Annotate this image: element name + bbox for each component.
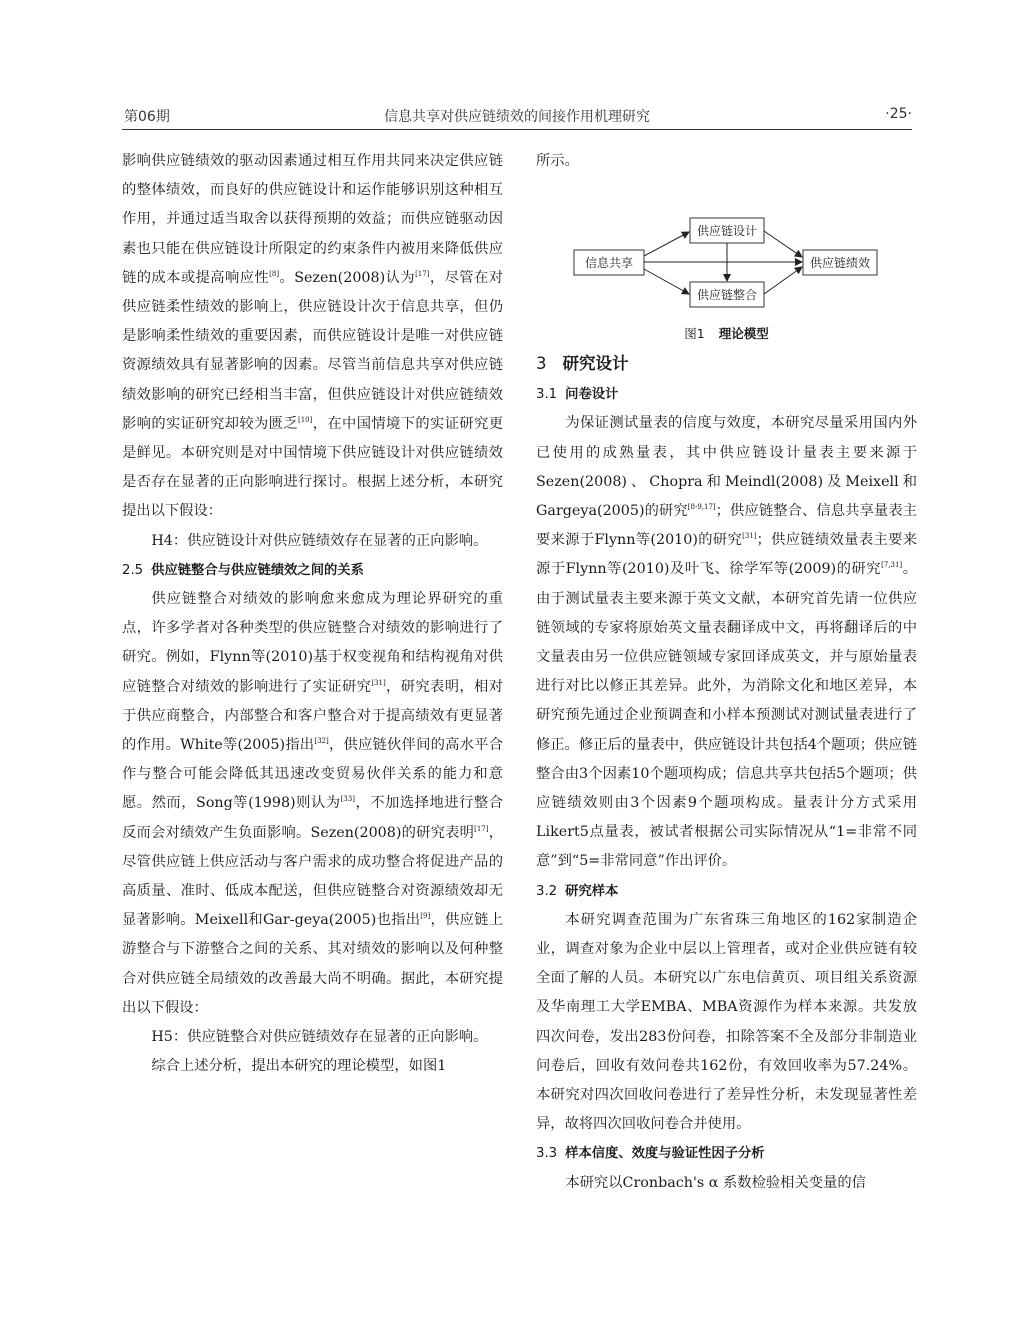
section-number: 3.1 [536,387,558,403]
citation: [33] [340,795,355,804]
issue-number: 第06期 [124,109,170,125]
text-span: ；供应链绩效量表主要来源于Flynn等(2010)及叶飞、徐学军等(2009)的研究 [536,532,918,578]
citation: [32] [314,737,329,746]
running-title: 信息共享对供应链绩效的间接作用机理研究 [384,109,650,125]
text-span: 影响供应链绩效的驱动因素通过相互作用共同来决定供应链的整体绩效，而良好的供应链设计和运作能够识别这种相互作用，并通过适当取舍以获得预期的效益；而供应链驱动因素也只能在供应链设计所限定的约束条件内被用来降低供应链的成本或提高响应性 [122,153,503,286]
right-column [536,147,917,1198]
arrow-integration-to-performance [764,267,802,294]
citation: [10] [297,415,313,424]
text-span: ，研究表明，相对于供应商整合，内部整合和客户整合对于提高绩效有更显著的作用。White等(2005)指出 [122,678,504,754]
citation: [9] [420,912,431,921]
arrow-info-to-integration [644,269,689,294]
paragraph: 综合上述分析，提出本研究的理论模型，如图1 [151,1058,447,1075]
section-number: 3 [536,354,547,374]
text-span: ，在中国情境下的实证研究更是鲜见。本研究则是对中国情境下供应链设计对供应链绩效是否存在显著的正向影响进行探讨。根据上述分析，本研究提出以下假设： [122,415,504,520]
citation: [17] [415,269,430,278]
text-span: ，供应链上游整合与下游整合之间的关系、其对绩效的影响以及何种整合对供应链全局绩效的改善最大尚不明确。据此，本研究提出以下假设： [122,912,504,1016]
paragraph: 本研究调查范围为广东省珠三角地区的162家制造企业，调查对象为企业中层以上管理者，或对企业供应链有较全面了解的人员。本研究以广东电信黄页、项目组关系资源及华南理工大学EMBA、MBA资源作为样本来源。共发放四次问卷，发出283份问卷，扣除答案不全及部分非制造业问卷后，回收有效问卷共162份，有效回收率为57.24%。本研究对四次回收问卷进行了差异性分析，未发现显著性差异，故将四次回收问卷合并使用。 [536,911,917,1133]
section-number: 3.2 [536,883,558,899]
paragraph [536,409,917,876]
paragraph: 所示。 [536,153,579,169]
citation: [7,31] [881,561,903,570]
section-title: 供应链整合与供应链绩效之间的关系 [151,562,364,578]
arrow-design-to-performance [764,231,802,257]
section-number: 2.5 [122,562,144,578]
text-span: 。由于测试量表主要来源于英文文献，本研究首先请一位供应链领域的专家将原始英文量表翻译成中文，再将翻译后的中文量表由另一位供应链领域专家回译成英文，并与原始量表进行对比以修正其差异。此外，为消除文化和地区差异，本研究预先通过企业预调查和小样本预测试对测试量表进行了修正。修正后的量表中，供应链设计共包括4个题项；供应链整合由3个因素10个题项构成；信息共享共包括5个题项；供应链绩效则由3个因素9个题项构成。量表计分方式采用Likert5点量表，被试者根据公司实际情况从“1=非常不同意”到“5=非常同意”作出评价。 [536,561,917,870]
box-sc-performance-label: 供应链绩效 [809,256,871,271]
hypothesis-h4: H4：供应链设计对供应链绩效存在显著的正向影响。 [151,532,488,549]
box-sc-design-label: 供应链设计 [696,224,758,239]
page-number: ·25· [885,106,912,122]
text-span: ，供应链伙伴间的高水平合作与整合可能会降低其迅速改变贸易伙伴关系的能力和意愿。然而，Song等(1998)则认为 [122,737,503,812]
section-title: 研究设计 [562,354,629,374]
citation: [31] [371,678,386,687]
figure-title: 理论模型 [718,326,769,342]
section-heading-3-2 [536,877,917,906]
figure-theoretical-model [536,176,917,321]
paragraph [122,585,503,1023]
section-number: 3.3 [536,1146,558,1162]
citation: [17] [474,824,489,833]
section-title: 研究样本 [565,883,619,899]
text-span: 。Sezen(2008)认为 [279,269,416,286]
section-heading-2-5 [122,556,503,585]
citation: [31] [742,532,757,541]
text-span: 供应链整合对绩效的影响愈来愈成为理论界研究的重点，许多学者对各种类型的供应链整合对绩效的影响进行了研究。例如，Flynn等(2010)基于权变视角和结构视角对供应链整合对绩效的影响进行了实证研究 [122,591,503,695]
running-header [122,103,912,130]
section-heading-3 [536,347,917,380]
section-heading-3-1 [536,380,917,409]
paragraph [122,147,503,527]
text-span: 为保证测试量表的信度与效度，本研究尽量采用国内外已使用的成熟量表，其中供应链设计量表主要来源于Sezen(2008)、Chopra和Meindl(2008)及Meixell和Gargeya(2005)的研究 [536,415,917,520]
box-sc-integration-label: 供应链整合 [696,288,758,303]
figure-label: 图1 [684,326,705,342]
text-span: ，尽管在对供应链柔性绩效的影响上，供应链设计次于信息共享，但仍是影响柔性绩效的重要因素，而供应链设计是唯一对供应链资源绩效具有显著影响的因素。尽管当前信息共享对供应链绩效影响的研究已经相当丰富，但供应链设计对供应链绩效影响的实证研究却较为匮乏 [122,269,504,432]
model-diagram [536,176,917,321]
section-title: 问卷设计 [565,387,619,403]
figure-caption [536,321,917,347]
text-span: ；供应链整合、信息共享量表主要来源于Flynn等(2010)的研究 [536,503,917,549]
section-heading-3-3 [536,1139,917,1168]
arrow-info-to-design [644,232,689,256]
text-span: ，尽管供应链上供应活动与客户需求的成功整合将促进产品的高质量、准时、低成本配送，但供应链整合对资源绩效却无显著影响。Meixell和Gar-geya(2005)也指出 [122,824,503,929]
box-info-sharing-label: 信息共享 [584,256,634,271]
section-title: 样本信度、效度与验证性因子分析 [565,1146,765,1162]
left-column [122,147,503,1082]
citation: [8] [269,269,280,278]
paragraph: 本研究以Cronbach's α 系数检验相关变量的信 [565,1174,866,1191]
text-span: ，不加选择地进行整合反而会对绩效产生负面影响。Sezen(2008)的研究表明 [122,795,503,841]
citation: [8-9,17] [687,503,716,512]
hypothesis-h5: H5：供应链整合对供应链绩效存在显著的正向影响。 [151,1029,488,1046]
